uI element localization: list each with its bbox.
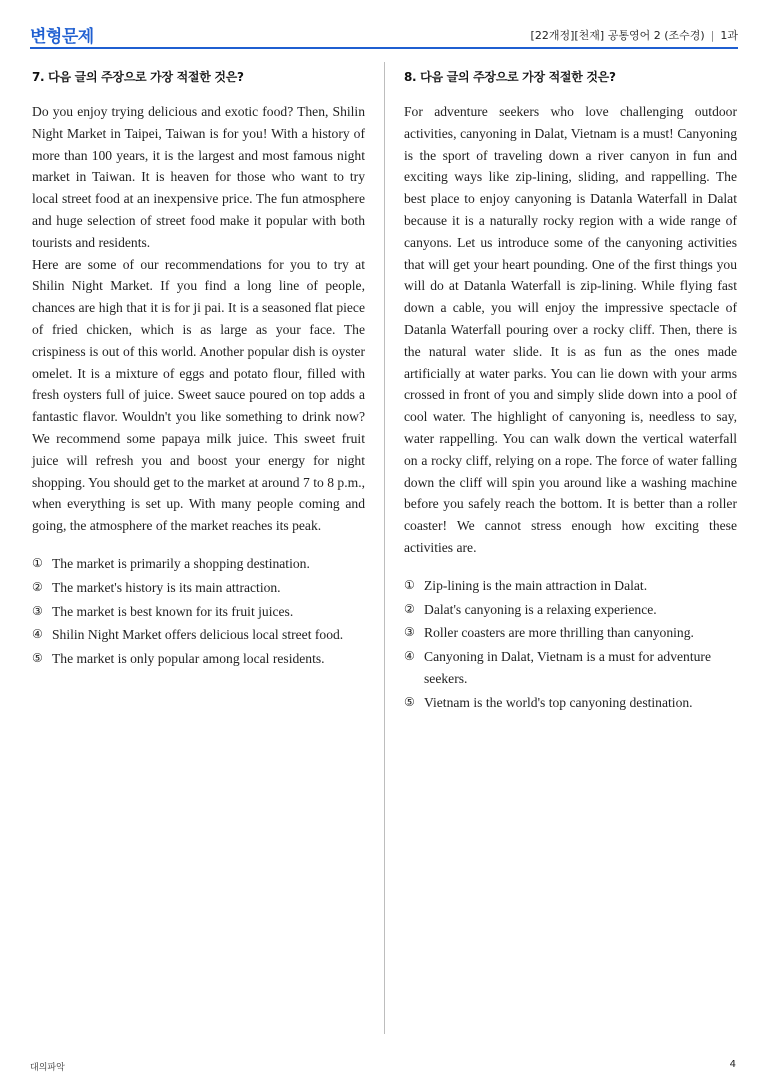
header-divider <box>30 47 738 49</box>
option-text: The market is only popular among local residents. <box>52 651 325 667</box>
question-8 <box>404 68 737 716</box>
passage <box>32 101 365 537</box>
option-text: The market is best known for its fruit juices. <box>52 603 294 619</box>
option-number: ② <box>404 601 415 616</box>
answer-option[interactable] <box>404 622 737 644</box>
option-number: ② <box>32 579 43 594</box>
option-text: Zip-lining is the main attraction in Dalat. <box>424 577 648 593</box>
option-number: ⑤ <box>404 694 415 709</box>
answer-option[interactable] <box>404 599 737 621</box>
answer-option[interactable] <box>32 601 365 623</box>
option-number: ④ <box>32 627 43 642</box>
page-number: 4 <box>729 1059 736 1070</box>
header-separator: | <box>710 29 715 42</box>
passage-paragraph: For adventure seekers who love challenging outdoor activities, canyoning in Dalat, Vietnam is a must! Canyoning is the sport of traveling down a river canyon in fun and exciting ways like zip-lining, sliding, and rappelling. The best place to enjoy canyoning is Datanla Waterfall in Dalat because it is a naturally rocky region with a wide range of canyons. Let us introduce some of the canyoning activities that will get your heart pounding. One of the first things you will do at Datanla Waterfall is zip-lining. While flying fast down a cable, you will enjoy the impressive spectacle of Datanla Waterfall pouring over a rocky cliff. Then, there is the natural water slide. It is as fun as the ones made artificially at water parks. You can lie down with your arms crossed in front of you and simply slide down into a pool of cool water. The highlight of canyoning is, needless to say, water rappelling. You can walk down the vertical waterfall on a rocky cliff, relying on a rope. The force of water falling down the cliff will spin you around like a washing machine before you safely reach the bottom. It is better than a roller coaster! We cannot stress enough how exciting these activities are. <box>404 104 737 555</box>
passage-paragraph: Here are some of our recommendations for you to try at Shilin Night Market. If you find a long line of people, chances are high that it is for ji pai. It is a seasoned flat piece of fried chicken, which is as large as your face. The crispiness is out of this world. Another popular dish is oyster omelet. It is a mixture of eggs and potato flour, filled with fresh oysters full of juice. Sweet sauce poured on top adds a fantastic flavor. Wouldn't you like something to drink now? We recommend some papaya milk juice. This sweet fruit juice will refresh you and boost your energy for night shopping. You should get to the market at around 7 to 8 p.m., when everything is set up. With many people coming and going, the atmosphere of the market reaches its peak. <box>32 256 365 534</box>
passage-paragraph: Do you enjoy trying delicious and exotic food? Then, Shilin Night Market in Taipei, Taiwan is for you! With a history of more than 100 years, it is the largest and most famous night market in Taiwan. It is heaven for those who want to try local street food at an inexpensive price. The fun atmosphere and huge selection of street food make it popular with both tourists and residents. <box>32 104 365 250</box>
answer-option[interactable] <box>32 553 365 575</box>
option-number: ① <box>32 555 43 570</box>
worksheet-title: 변형문제 <box>30 27 94 47</box>
answer-option[interactable] <box>404 692 737 714</box>
question-title: 8. 다음 글의 주장으로 가장 적절한 것은? <box>404 70 616 84</box>
answer-option[interactable] <box>32 648 365 670</box>
answer-options <box>404 575 737 714</box>
answer-option[interactable] <box>404 646 737 690</box>
answer-option[interactable] <box>404 575 737 597</box>
option-text: Canyoning in Dalat, Vietnam is a must for adventure seekers. <box>424 649 711 686</box>
answer-options <box>32 553 365 670</box>
option-number: ① <box>404 577 415 592</box>
option-text: The market's history is its main attraction. <box>52 579 281 595</box>
option-number: ⑤ <box>32 651 43 666</box>
course-name: [22개정][천재] 공통영어 2 (조수경) <box>530 29 705 42</box>
option-text: Dalat's canyoning is a relaxing experience. <box>424 601 657 617</box>
footer-category: 대의파악 <box>30 1063 65 1073</box>
option-number: ③ <box>404 625 415 640</box>
question-title: 7. 다음 글의 주장으로 가장 적절한 것은? <box>32 70 244 84</box>
option-number: ③ <box>32 603 43 618</box>
course-info <box>531 27 738 43</box>
option-number: ④ <box>404 649 415 664</box>
lesson-number: 1과 <box>720 29 738 42</box>
option-text: The market is primarily a shopping destination. <box>52 555 310 571</box>
answer-option[interactable] <box>32 577 365 599</box>
column-divider <box>384 62 385 1034</box>
question-7 <box>32 68 365 672</box>
answer-option[interactable] <box>32 624 365 646</box>
option-text: Shilin Night Market offers delicious local street food. <box>52 627 344 643</box>
option-text: Roller coasters are more thrilling than canyoning. <box>424 625 694 641</box>
option-text: Vietnam is the world's top canyoning destination. <box>424 694 693 710</box>
passage <box>404 101 737 559</box>
